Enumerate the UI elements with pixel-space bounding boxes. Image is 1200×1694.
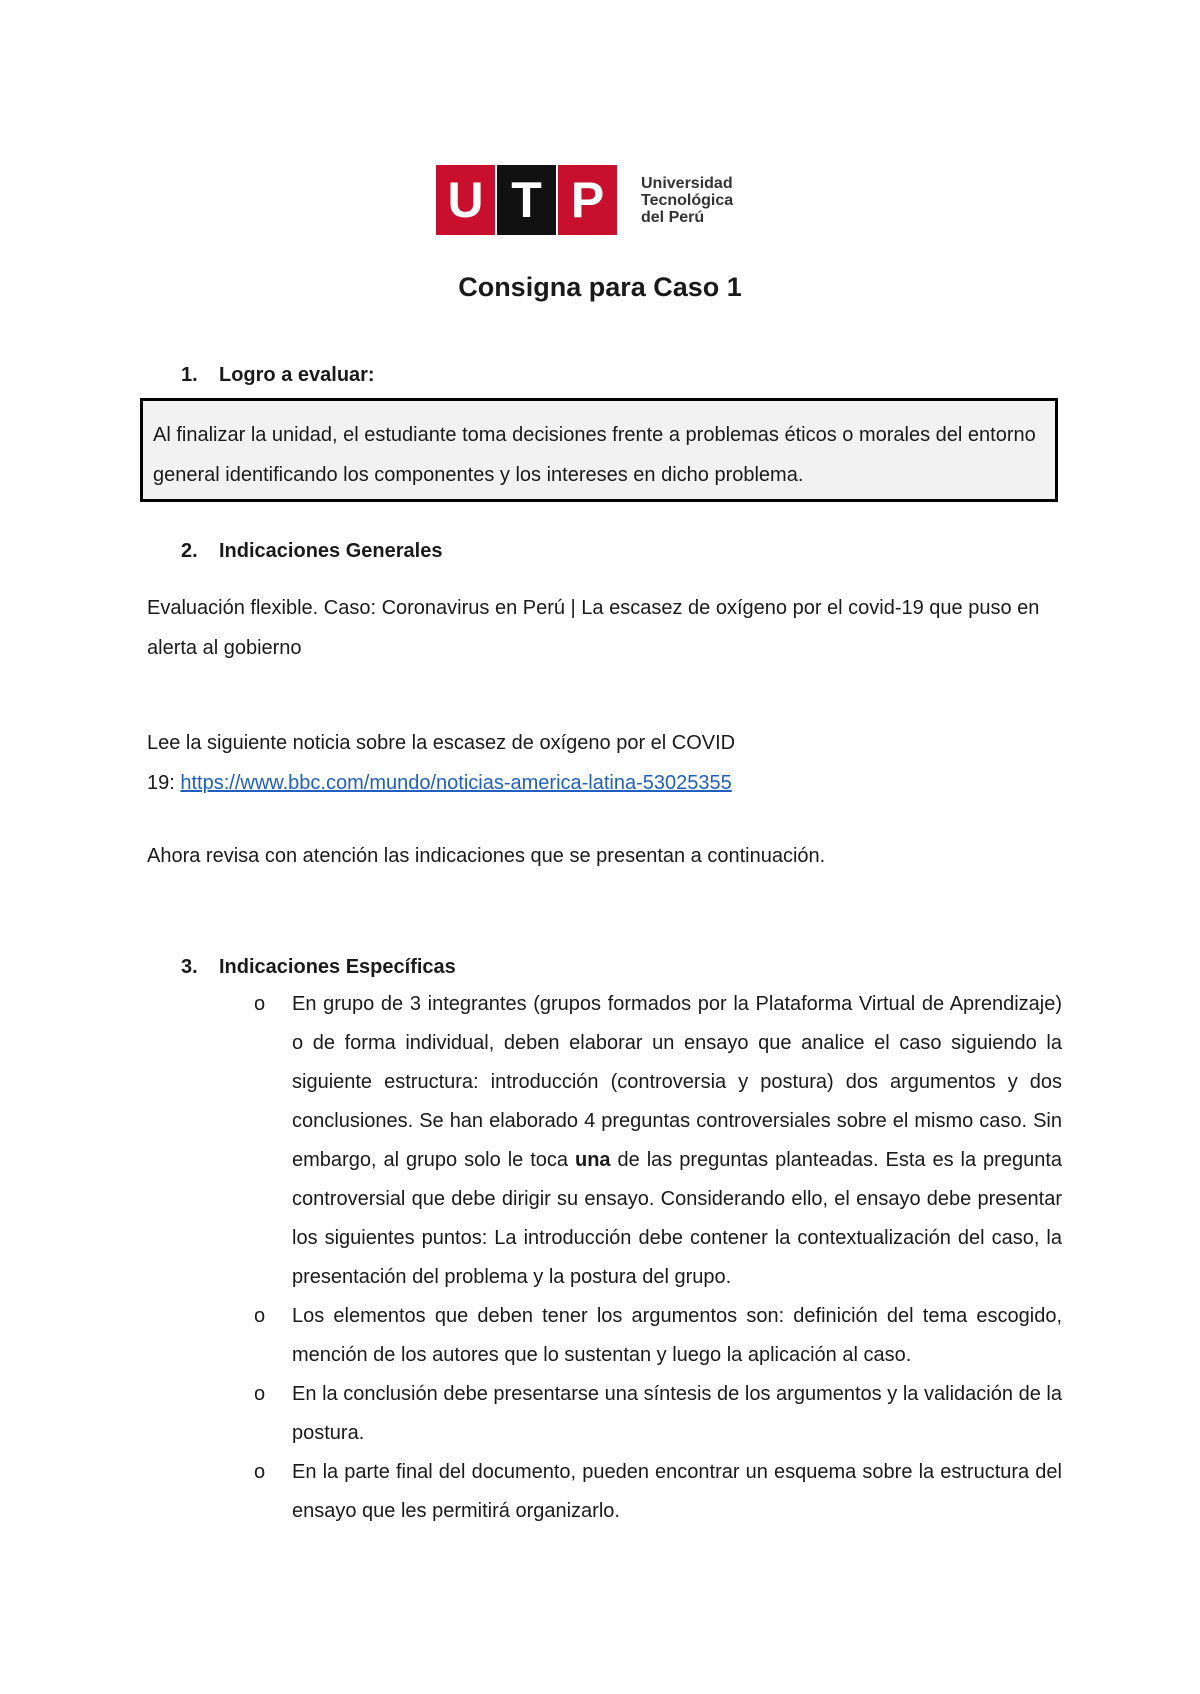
list-item-text: En la parte final del documento, pueden encontrar un esquema sobre la estructura del ensayo que les permitirá organizarlo. [292, 1461, 1062, 1522]
section-2-title: Indicaciones Generales [219, 540, 443, 562]
review-instruction: Ahora revisa con atención las indicaciones que se presentan a continuación. [147, 845, 826, 867]
news-link[interactable]: https://www.bbc.com/mundo/noticias-america-latina-53025355 [180, 772, 732, 794]
bullet-marker: o [254, 993, 266, 1015]
list-item-emphasis: una [574, 1149, 611, 1171]
logo-name-line-3: del Perú [641, 208, 705, 226]
list-item-text: Los elementos que deben tener los argumentos son: definición del tema escogido, mención de los autores que lo sustentan y luego la aplicación al caso. [292, 1305, 1062, 1366]
news-link-prefix: 19: [147, 772, 181, 794]
logo-name-line-1: Universidad [641, 174, 733, 192]
logo-letter-p: P [558, 165, 617, 235]
utp-logo [436, 165, 733, 235]
list-item [252, 985, 1062, 1297]
list-item [252, 1297, 1062, 1375]
logo-letter-t: T [497, 165, 556, 235]
news-instruction-line: Lee la siguiente noticia sobre la escasez de oxígeno por el COVID [147, 732, 736, 754]
bullet-marker: o [254, 1383, 266, 1405]
section-2-heading [181, 540, 442, 563]
news-link-line [147, 763, 1057, 803]
news-instruction [147, 723, 1057, 803]
section-3-heading [181, 956, 456, 979]
list-item-text: En grupo de 3 integrantes (grupos formados por la Plataforma Virtual de Aprendizaje) o de forma individual, deben elaborar un ensayo que analice el caso siguiendo la siguiente estructura: introducción (controversia y postura) dos argumentos y dos conclusiones. Se han elaborado 4 preguntas controversiales sobre el mismo caso. Sin embargo, al grupo solo le toca [292, 993, 1062, 1171]
bullet-marker: o [254, 1305, 266, 1327]
section-3-number: 3. [181, 956, 198, 978]
section-1-number: 1. [181, 364, 198, 386]
section-2-number: 2. [181, 540, 198, 562]
case-description: Evaluación flexible. Caso: Coronavirus en Perú | La escasez de oxígeno por el covid-19 que puso en alerta al gobierno [147, 597, 1040, 659]
specific-instructions-list [252, 985, 1062, 1531]
section-3-title: Indicaciones Específicas [219, 956, 456, 978]
bullet-marker: o [254, 1461, 266, 1483]
document-title: Consigna para Caso 1 [458, 272, 742, 302]
section-1-title: Logro a evaluar: [219, 364, 375, 386]
logo-name-line-2: Tecnológica [641, 191, 734, 209]
section-1-heading [181, 364, 375, 387]
list-item-text-continued: de las preguntas planteadas. Esta es la pregunta controversial que debe dirigir su ensayo. Considerando ello, el ensayo debe presentar los siguientes puntos: La introducción debe contener la contextualización del caso, la presentación del problema y la postura del grupo. [292, 1149, 1063, 1288]
logo-letter-u: U [436, 165, 495, 235]
list-item [252, 1375, 1062, 1453]
learning-objective-box: Al finalizar la unidad, el estudiante toma decisiones frente a problemas éticos o morales del entorno general identificando los componentes y los intereses en dicho problema. [140, 398, 1058, 502]
list-item [252, 1453, 1062, 1531]
logo-university-name [641, 175, 733, 226]
list-item-text: En la conclusión debe presentarse una síntesis de los argumentos y la validación de la postura. [292, 1383, 1062, 1444]
